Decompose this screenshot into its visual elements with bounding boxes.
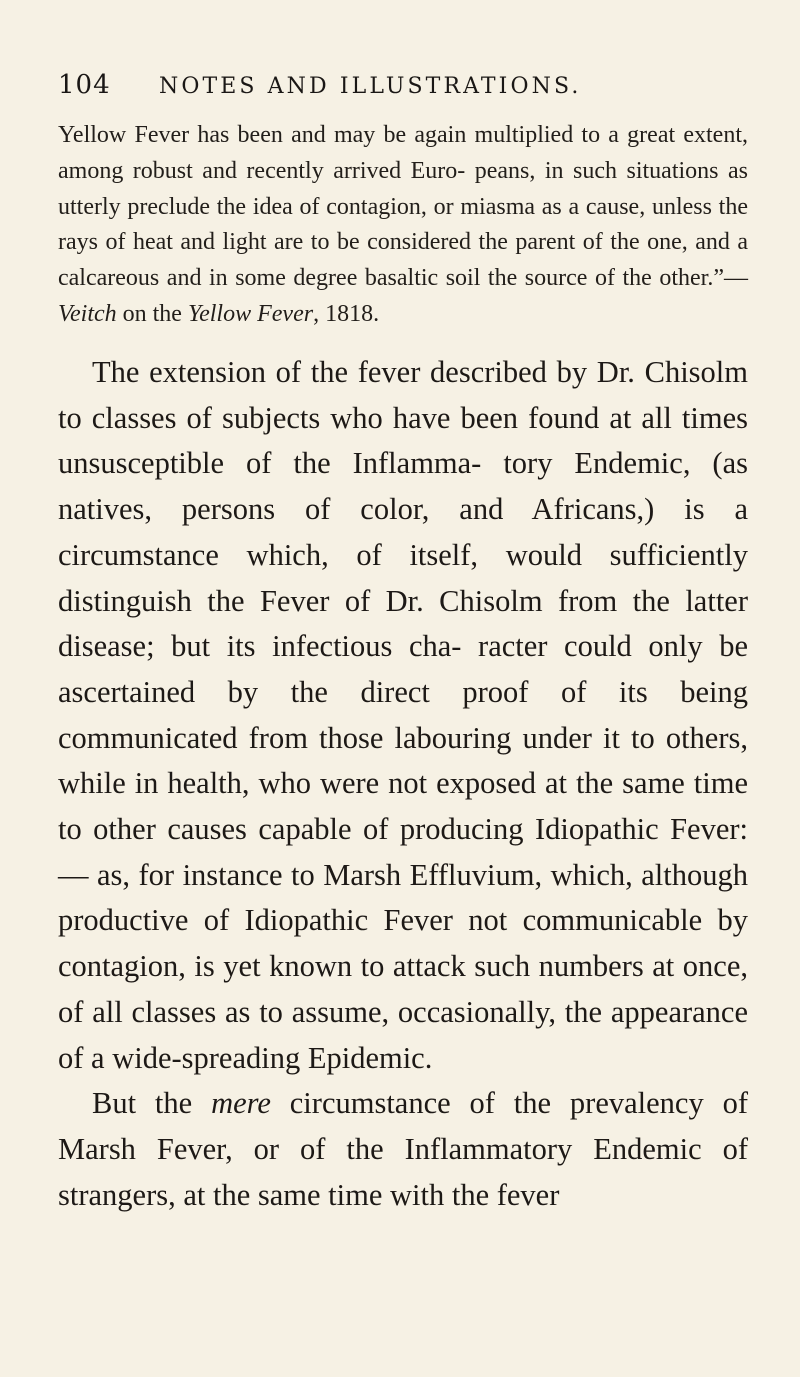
page-number: 104 <box>58 70 111 100</box>
citation-connector: on the <box>116 300 188 327</box>
paragraph-2-suffix: circumstance of the prevalency of Marsh Fever, or of the Inflammatory Endemic of strangers, at the same time with the fever <box>58 1086 748 1212</box>
quoted-passage <box>58 118 748 333</box>
paragraph-marsh-fever <box>58 1081 748 1218</box>
citation-year: , 1818. <box>313 300 380 327</box>
running-head-title: NOTES AND ILLUSTRATIONS. <box>159 74 582 99</box>
citation-author: Veitch <box>58 300 117 327</box>
paragraph-2-prefix: But the <box>92 1086 212 1121</box>
emphasized-word: mere <box>211 1086 271 1121</box>
main-text <box>58 350 748 1218</box>
paragraph-fever-extension: The extension of the fever described by Dr. Chisolm to classes of subjects who have been found at all times unsusceptible of the Inflamma- tory Endemic, (as natives, persons of color, and Africans,) is a circumstance which, of itself, would sufficiently distinguish the Fever of Dr. Chisolm from the latter disease; but its infectious cha- racter could only be ascertained by the direct proof of its being communicated from those labouring under it to others, while in health, who were not exposed at the same time to other causes capable of producing Idiopathic Fever:— as, for instance to Marsh Effluvium, which, although productive of Idiopathic Fever not communicable by contagion, is yet known to attack such numbers at once, of all classes as to assume, occasionally, the appearance of a wide-spreading Epidemic. <box>58 355 748 1075</box>
citation-title: Yellow Fever <box>187 300 314 327</box>
page-header <box>58 70 748 106</box>
quoted-passage-text: Yellow Fever has been and may be again multiplied to a great extent, among robust and recently arrived Euro- peans, in such situations as utterly preclude the idea of contagion, or miasma as a cause, unless the rays of heat and light are to be considered the parent of the one, and a calcareous and in some degree basaltic soil the source of the other.”— <box>58 122 748 292</box>
